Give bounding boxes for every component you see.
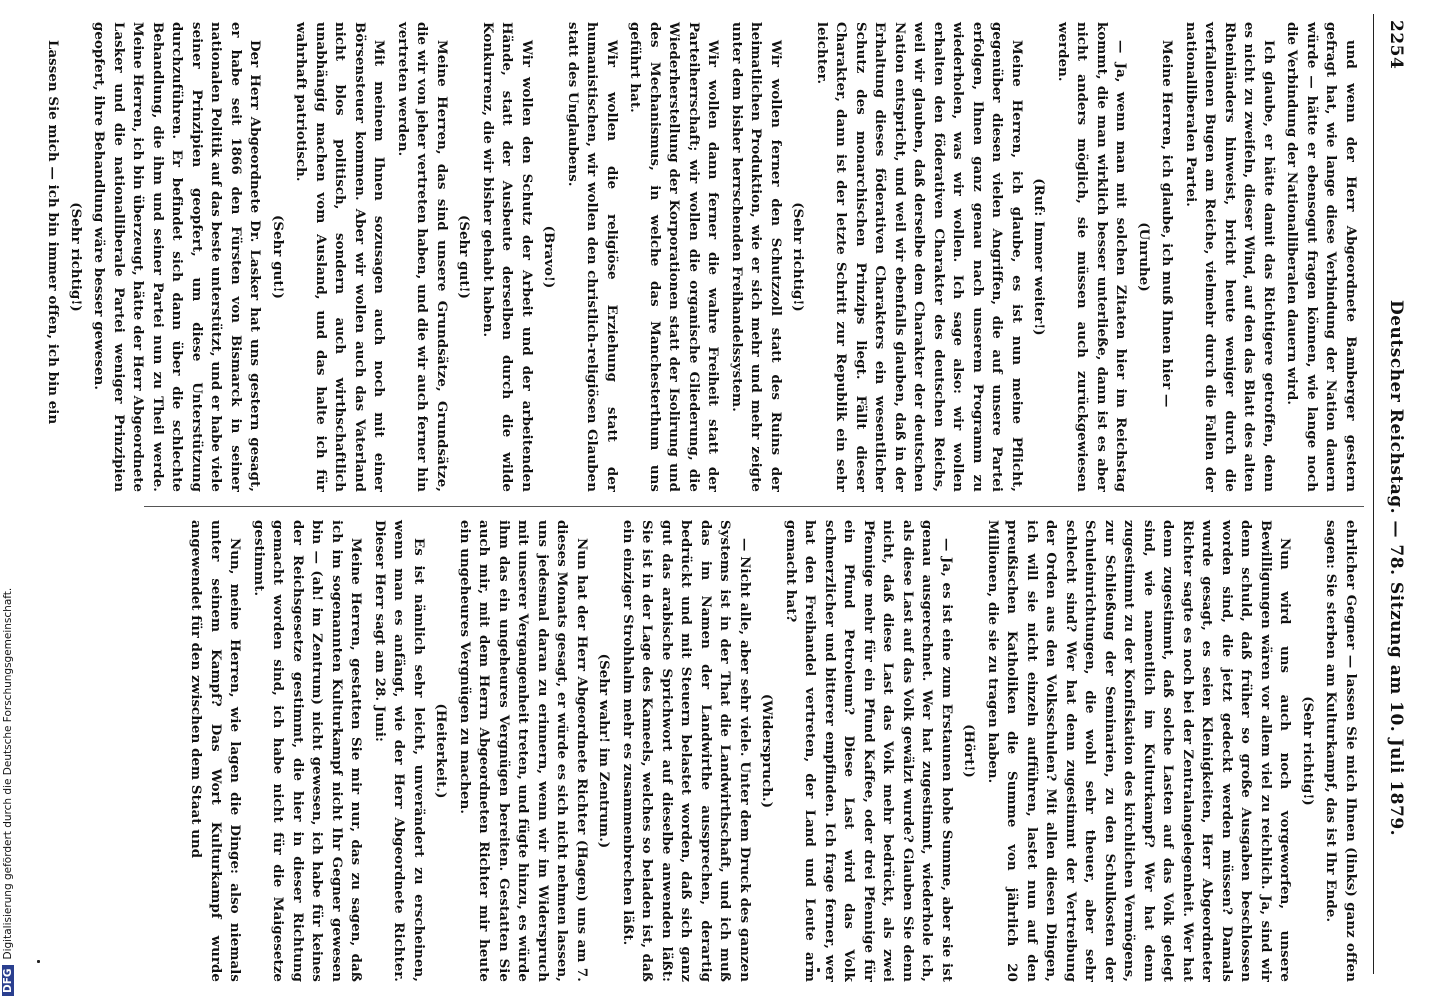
interjection: (Widerspruch.) [759,693,775,809]
paragraph: Wir wollen dann ferner die wahre Freiheit statt der Parteiherrschaft; wir wollen die organische Gliederung, die Wiederherstellung der Korporationen statt der Isolirung und des Mechanismus, in welche das Manchesterthum uns geführt hat. [627,22,721,492]
paragraph: Es ist nämlich sehr leicht, unverändert zu erscheinen, wenn man es anfängt, wie der Herr Abgeordnete Richter. Dieser Herr sagt am 28. Juni: [372,520,426,982]
paragraph: Lassen Sie mich — ich bin immer offen, ich bin ein [45,40,61,425]
interjection: (Sehr gut!) [456,215,472,299]
page-header [1376,20,1406,970]
paragraph: — Ja, es ist eine zum Erstaunen hohe Summe, aber sie ist genau ausgerechnet. Wer hat zugestimmt, wiederhole ich, als diese Last auf das Volk gewälzt wurde? Glauben Sie denn nicht, daß diese Last das Volk mehr bedrückt, als zwei Pfennige mehr für ein Pfund Kaffee, oder drei Pfennige für ein Pfund Petroleum? Diese Last wird das Volk schmerzlicher und bitterer empfinden. Ich frage ferner, wer hat den Freihandel vertreten, der Land und Leute arm gemacht hat? [783,520,954,982]
interjection: (Sehr richtig!) [790,202,806,312]
digitization-credit-line [2,0,20,996]
column-divider [144,506,1364,507]
paragraph: Meine Herren, ich glaube, ich muß Ihnen hier — [1159,40,1175,408]
paragraph: Ich glaube, er hätte damit das Richtigere getroffen, denn es nicht zu zweifeln, dieser Wind, auf den das Blatt des alten Rheinländers hinweist, bricht heute weniger durch die verfallenen Bugen am Reiche, vielmehr durch die Fallen der nationalliberalen Partei. [1183,22,1276,492]
paragraph: Meine Herren, das sind unsere Grundsätze, Grundsätze, die wir von jeher vertreten haben, und die wir auch ferner hin vertreten werden. [395,22,449,492]
paragraph: Wir wollen den Schutz der Arbeit und der arbeitenden Hände, statt der Ausbeute derselben durch die wilde Konkurrenz, die wir bisher gehabt haben. [480,22,534,492]
interjection: (Sehr gut!) [270,215,285,299]
paragraph: Nun wird uns auch noch vorgeworfen, unsere Bewilligungen wären vor allem viel zu reichlich. Ja, sind wir denn schuld, daß früher so große Ausgaben beschlossen worden sind, die jetzt gedeckt werden müssen? Damals wurde gesagt, es seien Kleinigkeiten, Herr Abgeordneter Richter sagte es noch bei der Zentralangelegenheit. Wer hat denn zugestimmt, daß solche Lasten auf das Volk gelegt sind, wie namentlich im Kulturkampf? Wer hat denn zugestimmt zu der Konfiskation des kirchlichen Vermögens, zur Schließung der Seminarien, zu den Schulkosten der Schuleinrichtungen, die wohl sehr theuer, aber sehr schlecht sind? Wer hat denn zugestimmt der Vertreibung der Orden aus den Volksschulen? Mit allen diesen Dingen, ich will sie nicht einzeln aufführen, lastet nun auf den preußischen Katholiken die Summe von jährlich 20 Millionen, die sie zu tragen haben. [985,520,1293,982]
paragraph: Meine Herren, gestatten Sie mir nur, das zu sagen, daß ich im sogenannten Kulturkampf nicht Ihr Gegner gewesen bin — (ah! im Zentrum) nicht gewesen, ich habe für keines der Reichsgesetze gestimmt, die hier in dieser Richtung gemacht worden sind, ich habe nicht für die Maigesetze gestimmt. [251,520,364,982]
paragraph: Nun hat der Herr Abgeordnete Richter (Hagen) uns am 7. dieses Monats gesagt, er würde es sich nicht nehmen lassen, uns jedesmal daran zu erinnern, wenn wir im Widerspruch mit unserer Vergangenheit treten, und fügte hinzu, es würde ihm das ein ungeheures Vergnügen bereiten. Gestatten Sie auch mir, mit dem Herrn Abgeordneten Richter mir heute ein ungeheures Vergnügen zu machen. [457,520,589,982]
left-text-column [39,22,1360,492]
page-title: Deutscher Reichstag. — 78. Sitzung am 10. Juli 1879. [1386,300,1406,837]
paragraph: und wenn der Herr Abgeordnete Bamberger gestern gefragt hat, wie lange diese Verbindung der Nation dauern würde — hätte er ebensogut fragen können, wie lange noch die Verbindung der Nationalliberalen dauern wird. [1284,22,1358,492]
paragraph: ehrlicher Gegner — lassen Sie mich Ihnen (links) ganz offen sagen: Sie sterben am Kulturkampf, das ist Ihr Ende. [1323,520,1358,982]
scan-speck [37,960,40,963]
header-rule [1373,14,1374,974]
interjection: (Sehr richtig!) [1300,696,1315,806]
paragraph: — Ja, wenn man mit solchen Zitaten hier im Reichstag kommt, die man wirklich besser unterließe, dann ist es aber nicht anders möglich, sie müssen auch zurückgewiesen werden. [1055,22,1129,492]
paragraph: Wir wollen die religiöse Erziehung statt der humanistischen, wir wollen den christlich-religiösen Glauben statt des Unglaubens. [565,22,619,492]
interjection: (Sehr richtig!) [68,202,83,312]
paragraph: Der Herr Abgeordnete Dr. Lasker hat uns gestern gesagt, er habe seit 1866 den Fürsten von Bismarck in seiner nationalen Politik auf das beste unterstützt, und er habe viele seiner Prinzipien geopfert, um diese Unterstützung durchzuführen. Er befindet sich dann über die schlechte Behandlung, die ihm und seiner Partei nun zu Theil werde. Meine Herren, ich bin überzeugt, hätte der Herr Abgeordnete Lasker und die nationalliberale Partei weniger Prinzipien geopfert, ihre Behandlung wäre besser gewesen. [91,22,263,492]
paragraph: Wir wollen ferner den Schutzzoll statt des Ruins der heimatlichen Produktion, wie er sich mehr und mehr zeigte unter dem bisher herrschenden Freihandelssystem. [729,22,783,492]
right-text-column [182,520,1360,982]
interjection: (Unruhe) [1136,222,1151,292]
paragraph: — Nicht alle, aber sehr viele. Unter dem Druck des ganzen Systems ist in der That die Landwirthschaft, und ich muß das im Namen der Landwirthe aussprechen, derartig bedrückt und mit Steuern belastet worden, daß sich ganz gut das arabische Sprichwort auf dieselbe anwenden läßt: Sie ist in der Lage des Kameels, welches so beladen ist, daß ein einziger Strohhalm mehr es zusammenbrechen läßt. [620,520,752,982]
paragraph: Nun, meine Herren, wie lagen die Dinge: also niemals unter seinem Kampf? Das Wort Kulturkampf wurde angewendet für den zwischen dem Staat und [188,520,243,982]
digitization-credit: Digitalisierung gefördert durch die Deutsche Forschungsgemeinschaft. [2,587,14,960]
interjection: (Sehr wahr! im Zentrum.) [596,653,612,849]
footer-strip [0,0,22,1000]
paragraph: Mit meinem Ihnen sozusagen auch noch mit einer Börsensteuer kommen. Aber wir wollen auch das Vaterland nicht blos politisch, sondern auch wirthschaftlich unabhängig machen vom Ausland, und das halte ich für wahrhaft patriotisch. [293,22,387,492]
interjection: (Ruf: Immer weiter!) [1031,178,1047,336]
interjection: (Heiterkeit.) [433,703,449,799]
dfg-logo: DFG [2,965,14,996]
interjection: (Bravo!) [541,225,557,289]
interjection: (Hört!) [961,724,977,778]
scan-speck [817,968,820,972]
page-number: 2254 [1386,20,1406,70]
paragraph: Meine Herren, ich glaube, es ist nun meine Pflicht, gegenüber diesen vielen Angriffen, die auf unsere Partei erfolgen, Ihnen ganz genau nach unserem Programm zu wiederholen, was wir wollen. Ich sage also: wir wollen erhalten den föderativen Charakter des deutschen Reichs, weil wir glauben, daß derselbe dem Charakter der deutschen Nation entspricht, und weil wir ebenfalls glauben, daß in der Erhaltung dieses föderativen Charakters ein wesentlicher Schutz des monarchischen Prinzips liegt. Fällt dieser Charakter, dann ist der letzte Schritt zur Republik ein sehr leichter. [814,22,1024,492]
